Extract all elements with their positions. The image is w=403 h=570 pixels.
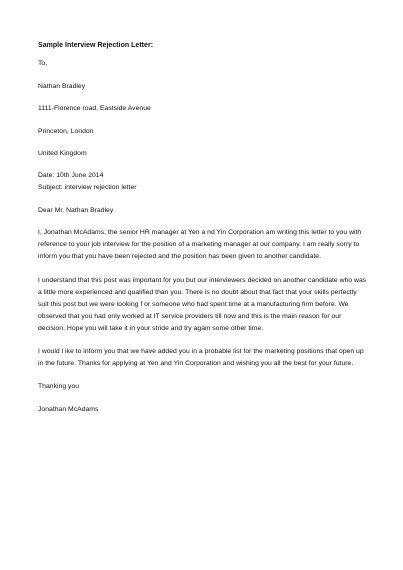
para1-line: reference to your job interview for the position of a marketing manager at our company. I am really sorry to [38, 241, 360, 248]
address-line-2: Princeton, London [38, 128, 94, 135]
para2-line: observed that you had only worked at IT service providers till now and this is the main reason for our [38, 313, 342, 320]
greeting: Dear Mr. Nathan Bradley [38, 207, 114, 214]
letter-title: Sample Interview Rejection Letter: [38, 42, 154, 49]
country: United Kingdom [38, 150, 87, 157]
para1-line: inform you that you have been rejected and the position has been given to another candidate. [38, 253, 321, 260]
para3-line: in the future. Thanks for applying at Yen and Yin Corporation and wishing you all the best for your future. [38, 360, 354, 367]
letter-date: Date: 10th June 2014 [38, 172, 104, 179]
para2-line: I understand that this post was important for you but our interviewers decided on another candidate who was [38, 277, 367, 284]
signature: Jonathan McAdams [38, 406, 99, 413]
recipient-name: Nathan Bradley [38, 83, 86, 90]
para3-line: I would l ike to inform you that we have added you in a probable list for the marketing positions that open up [38, 348, 364, 355]
para2-line: suit this post but we were looking f or someone who had spent time at a manufacturing firm before. We [38, 301, 349, 308]
salutation-to: To, [38, 60, 48, 67]
para1-line: I, Jonathan McAdams, the senior HR manager at Yen a nd Yin Corporation am writing this letter to you with [38, 229, 362, 236]
para2-line: decision. Hope you will take it in your stride and try again some other time. [38, 325, 264, 332]
closing: Thanking you [38, 383, 80, 390]
para2-line: a little more experienced and qualified than you. There is no doubt about that fact that your skills perfectly [38, 289, 357, 296]
letter-subject: Subject: interview rejection letter [38, 184, 137, 191]
address-line-1: 1111-Florence road, Eastside Avenue [38, 105, 151, 112]
